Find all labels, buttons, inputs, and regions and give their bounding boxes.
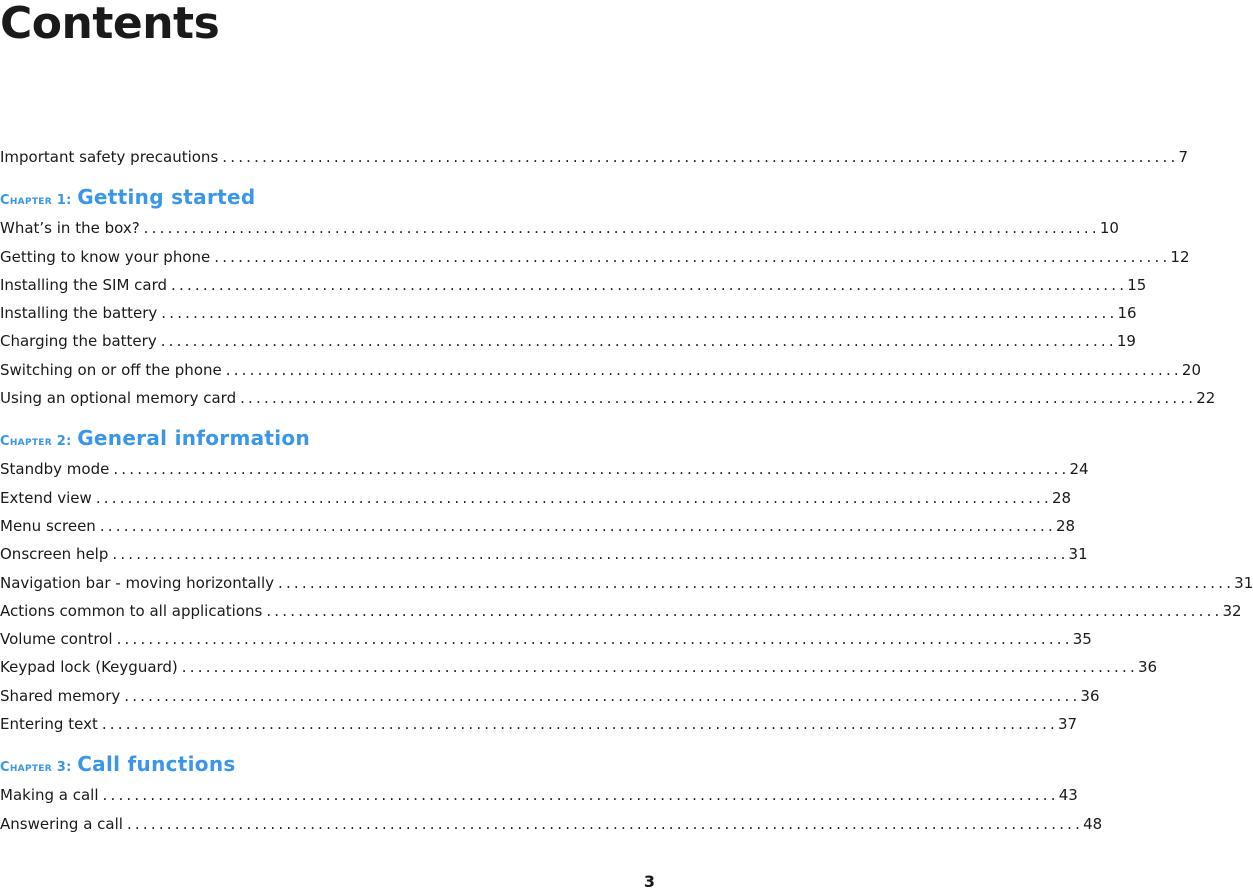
toc-entry[interactable] bbox=[0, 143, 1188, 171]
toc-dot-leader: ........................................................................................................................ bbox=[112, 545, 1069, 564]
toc-entry-title: Standby mode bbox=[0, 460, 110, 479]
toc-entry-title: Installing the SIM card bbox=[0, 275, 168, 294]
toc-entry-page: 35 bbox=[1072, 630, 1092, 649]
toc-entry-page: 28 bbox=[1056, 516, 1076, 535]
toc-entry-title: Entering text bbox=[0, 715, 98, 734]
toc-entry-page: 37 bbox=[1058, 715, 1078, 734]
toc-dot-leader: ........................................................................................................................ bbox=[278, 573, 1235, 592]
toc-entry-page: 12 bbox=[1170, 247, 1190, 266]
chapter-title: Call functions bbox=[77, 752, 236, 777]
toc-entry[interactable] bbox=[0, 653, 1158, 681]
toc-dot-leader: ........................................................................................................................ bbox=[160, 332, 1117, 351]
toc-entry[interactable] bbox=[0, 484, 1072, 512]
toc-entry[interactable] bbox=[0, 781, 1078, 809]
chapter-heading[interactable] bbox=[0, 750, 516, 778]
toc-entry-title: Navigation bar - moving horizontally bbox=[0, 573, 274, 592]
toc-entry[interactable] bbox=[0, 597, 1242, 625]
toc-dot-leader: ........................................................................................................................ bbox=[240, 389, 1197, 408]
toc-entry[interactable] bbox=[0, 299, 1137, 327]
toc-entry-page: 31 bbox=[1068, 545, 1088, 564]
chapter-title: Getting started bbox=[77, 185, 256, 210]
chapter-heading[interactable] bbox=[0, 424, 516, 452]
toc-entry[interactable] bbox=[0, 512, 1076, 540]
toc-entry-title: Actions common to all applications bbox=[0, 601, 263, 620]
toc-entry[interactable] bbox=[0, 455, 1089, 483]
chapter-title: General information bbox=[77, 426, 310, 451]
toc-entry-title: Installing the battery bbox=[0, 304, 158, 323]
toc-entry[interactable] bbox=[0, 569, 1253, 597]
toc-entry-title: Extend view bbox=[0, 488, 92, 507]
toc-dot-leader: ........................................................................................................................ bbox=[102, 786, 1059, 805]
toc-dot-leader: ........................................................................................................................ bbox=[214, 247, 1171, 266]
chapter-heading[interactable] bbox=[0, 183, 516, 211]
toc-entry[interactable] bbox=[0, 540, 1088, 568]
toc-dot-leader: ........................................................................................................................ bbox=[99, 516, 1056, 535]
toc-entry-page: 22 bbox=[1196, 389, 1216, 408]
toc-entry-page: 7 bbox=[1178, 148, 1188, 166]
toc-entry[interactable] bbox=[0, 384, 1216, 412]
toc-dot-leader: ........................................................................................................................ bbox=[225, 360, 1182, 379]
toc-entry[interactable] bbox=[0, 327, 1136, 355]
toc-entry-page: 36 bbox=[1137, 658, 1158, 677]
chapter-number: Chapter 3: bbox=[0, 760, 72, 776]
chapter-number: Chapter 2: bbox=[0, 434, 72, 450]
toc-dot-leader: ........................................................................................................................ bbox=[181, 658, 1138, 677]
toc-entry-title: Important safety precautions bbox=[0, 148, 219, 166]
toc-dot-leader: ........................................................................................................................ bbox=[161, 304, 1118, 323]
page-title: Contents bbox=[0, 0, 220, 49]
toc-entry-page: 24 bbox=[1069, 460, 1089, 479]
toc-entry-page: 10 bbox=[1099, 219, 1119, 238]
toc-dot-leader: ........................................................................................................................ bbox=[266, 601, 1223, 620]
toc-entry[interactable] bbox=[0, 810, 1103, 838]
table-of-contents bbox=[0, 143, 1253, 838]
toc-entry-page: 43 bbox=[1058, 786, 1078, 805]
chapters-list bbox=[0, 183, 1253, 838]
toc-entry-page: 48 bbox=[1083, 814, 1103, 833]
toc-dot-leader: ........................................................................................................................ bbox=[222, 148, 1179, 166]
toc-entry-title: Using an optional memory card bbox=[0, 389, 237, 408]
toc-entry[interactable] bbox=[0, 271, 1147, 299]
toc-dot-leader: ........................................................................................................................ bbox=[95, 488, 1052, 507]
toc-dot-leader: ........................................................................................................................ bbox=[113, 460, 1070, 479]
page-number: 3 bbox=[643, 872, 655, 891]
toc-entry-title: Making a call bbox=[0, 786, 99, 805]
toc-entry-title: Charging the battery bbox=[0, 332, 157, 351]
toc-entry-page: 32 bbox=[1222, 601, 1242, 620]
toc-entry-title: What’s in the box? bbox=[0, 219, 140, 238]
toc-entry[interactable] bbox=[0, 682, 1100, 710]
toc-entry[interactable] bbox=[0, 710, 1078, 738]
toc-dot-leader: ........................................................................................................................ bbox=[116, 630, 1073, 649]
toc-entry-title: Keypad lock (Keyguard) bbox=[0, 658, 178, 677]
toc-entry-title: Answering a call bbox=[0, 814, 123, 833]
toc-entry-page: 16 bbox=[1117, 304, 1137, 323]
toc-entry[interactable] bbox=[0, 356, 1201, 384]
toc-entry-title: Menu screen bbox=[0, 516, 96, 535]
toc-entry-page: 31 bbox=[1234, 573, 1253, 592]
toc-entry-title: Shared memory bbox=[0, 686, 121, 705]
toc-entry-page: 36 bbox=[1080, 686, 1100, 705]
toc-entry-title: Onscreen help bbox=[0, 545, 109, 564]
toc-entry-page: 20 bbox=[1181, 360, 1201, 379]
toc-entry-title: Volume control bbox=[0, 630, 113, 649]
toc-dot-leader: ........................................................................................................................ bbox=[101, 715, 1059, 734]
toc-entry[interactable] bbox=[0, 243, 1190, 271]
toc-entry[interactable] bbox=[0, 625, 1092, 653]
toc-dot-leader: ........................................................................................................................ bbox=[171, 275, 1128, 294]
toc-entry-page: 15 bbox=[1127, 275, 1147, 294]
toc-entry-title: Switching on or off the phone bbox=[0, 360, 222, 379]
toc-entry-title: Getting to know your phone bbox=[0, 247, 211, 266]
toc-entry-page: 19 bbox=[1116, 332, 1136, 351]
toc-dot-leader: ........................................................................................................................ bbox=[143, 219, 1100, 238]
toc-dot-leader: ........................................................................................................................ bbox=[126, 814, 1084, 833]
toc-dot-leader: ........................................................................................................................ bbox=[124, 686, 1081, 705]
chapter-number: Chapter 1: bbox=[0, 193, 72, 209]
toc-entry[interactable] bbox=[0, 214, 1119, 242]
toc-entry-page: 28 bbox=[1051, 488, 1072, 507]
